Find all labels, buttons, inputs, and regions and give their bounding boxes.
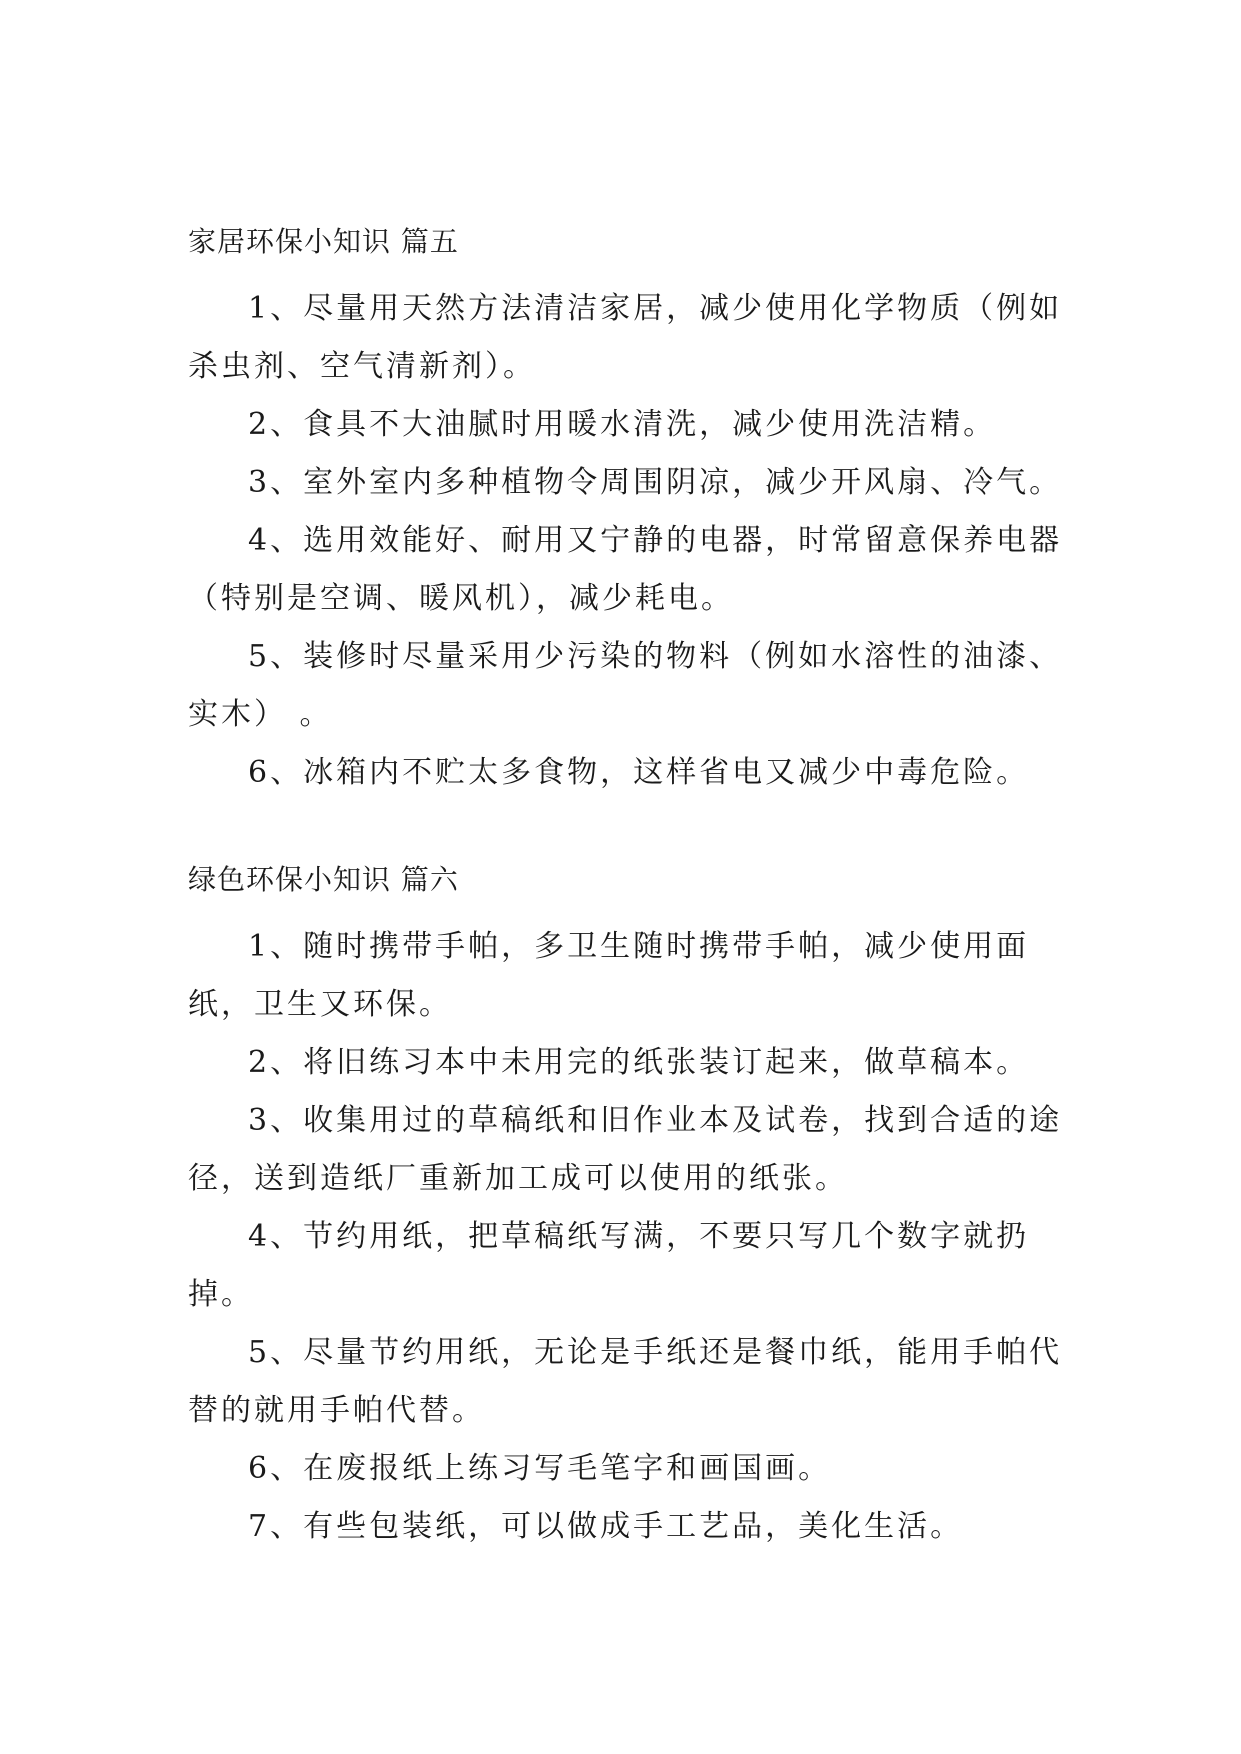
list-item: 4、节约用纸，把草稿纸写满，不要只写几个数字就扔掉。 (188, 1219, 1030, 1312)
section-home-eco-tips (188, 222, 1068, 802)
list-item: 7、有些包装纸，可以做成手工艺品，美化生活。 (248, 1509, 964, 1544)
section-green-eco-tips (188, 860, 1068, 1556)
list-item: 4、选用效能好、耐用又宁静的电器，时常留意保养电器（特别是空调、暖风机），减少耗电。 (188, 523, 1063, 616)
list-item: 3、室外室内多种植物令周围阴凉，减少开风扇、冷气。 (248, 465, 1063, 500)
list-item: 2、将旧练习本中未用完的纸张装订起来，做草稿本。 (248, 1045, 1030, 1080)
list-item: 6、冰箱内不贮太多食物，这样省电又减少中毒危险。 (248, 755, 1030, 790)
section-title: 绿色环保小知识 篇六 (188, 863, 459, 896)
list-item: 5、尽量节约用纸，无论是手纸还是餐巾纸，能用手帕代替的就用手帕代替。 (188, 1335, 1063, 1428)
list-item: 3、收集用过的草稿纸和旧作业本及试卷，找到合适的途径，送到造纸厂重新加工成可以使用的纸张。 (188, 1103, 1063, 1196)
list-item: 1、尽量用天然方法清洁家居，减少使用化学物质（例如杀虫剂、空气清新剂）。 (188, 291, 1063, 384)
list-item: 6、在废报纸上练习写毛笔字和画国画。 (248, 1451, 832, 1486)
section-title: 家居环保小知识 篇五 (188, 225, 459, 258)
list-item: 5、装修时尽量采用少污染的物料（例如水溶性的油漆、实木） 。 (188, 639, 1063, 732)
list-item: 1、随时携带手帕，多卫生随时携带手帕，减少使用面纸，卫生又环保。 (188, 929, 1030, 1022)
list-item: 2、食具不大油腻时用暖水清洗，减少使用洗洁精。 (248, 407, 997, 442)
